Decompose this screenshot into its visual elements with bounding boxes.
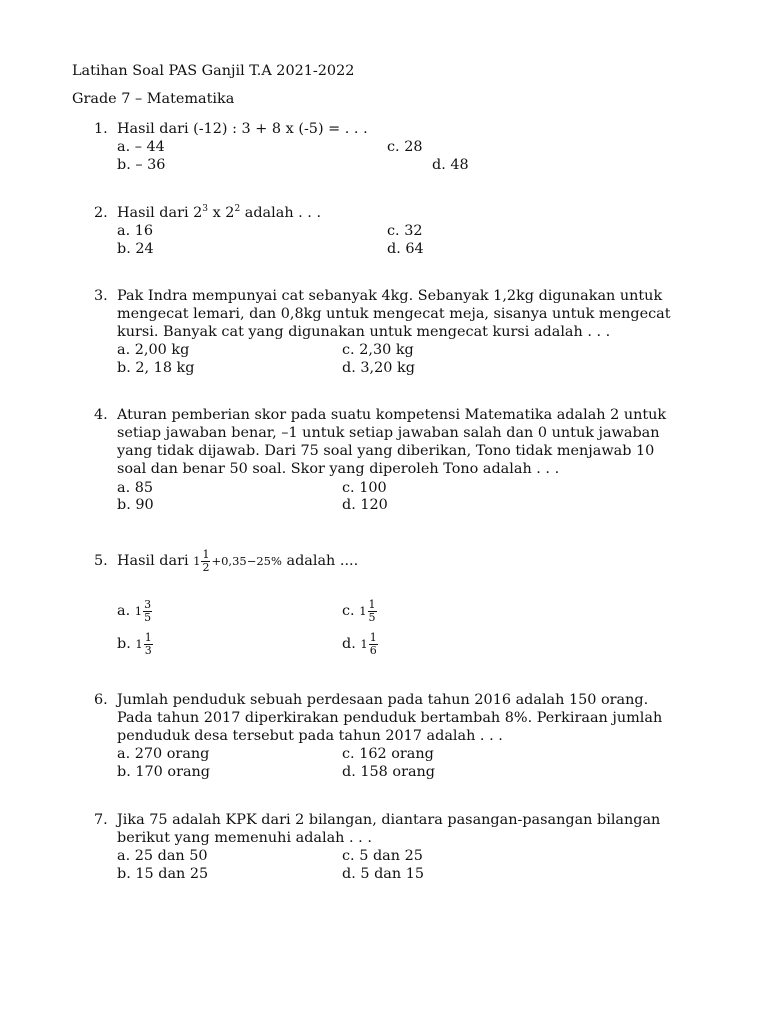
question-text bbox=[117, 542, 358, 580]
option-label: c. bbox=[342, 603, 355, 619]
question-number: 1. bbox=[94, 121, 108, 137]
question-text-line: soal dan benar 50 soal. Skor yang diperoleh Tono adalah . . . bbox=[117, 461, 560, 477]
option-a: a. 270 orang bbox=[117, 746, 210, 762]
option-d: d. 158 orang bbox=[342, 764, 436, 780]
denominator: 5 bbox=[368, 610, 376, 624]
option-a: a. 85 bbox=[117, 480, 154, 496]
option-d bbox=[342, 627, 379, 661]
option-c: c. 32 bbox=[387, 223, 423, 239]
document-subtitle: Grade 7 – Matematika bbox=[72, 91, 235, 107]
numerator: 1 bbox=[368, 597, 376, 611]
option-c bbox=[342, 594, 378, 628]
question-number: 5. bbox=[94, 553, 108, 569]
option-a: a. 16 bbox=[117, 223, 154, 239]
question-number: 2. bbox=[94, 205, 108, 221]
question-text-line: Jika 75 adalah KPK dari 2 bilangan, diantara pasangan-pasangan bilangan bbox=[117, 812, 661, 828]
whole-number: 1 bbox=[359, 604, 367, 618]
option-d: d. 48 bbox=[432, 157, 469, 173]
option-b: b. 170 orang bbox=[117, 764, 211, 780]
question-text-line: Jumlah penduduk sebuah perdesaan pada tahun 2016 adalah 150 orang. bbox=[117, 692, 649, 708]
fraction bbox=[201, 549, 210, 574]
question-text-line: yang tidak dijawab. Dari 75 soal yang diberikan, Tono tidak menjawab 10 bbox=[117, 443, 655, 459]
text-mid: x 2 bbox=[208, 205, 235, 221]
numerator: 1 bbox=[144, 630, 152, 644]
option-label: d. bbox=[342, 636, 356, 652]
question-number: 6. bbox=[94, 692, 108, 708]
numerator: 1 bbox=[369, 630, 377, 644]
option-label: a. bbox=[117, 603, 131, 619]
question-text-line: kursi. Banyak cat yang digunakan untuk mengecat kursi adalah . . . bbox=[117, 324, 611, 340]
option-c: c. 100 bbox=[342, 480, 387, 496]
text-suffix: adalah .... bbox=[281, 553, 359, 569]
whole-number: 1 bbox=[193, 554, 201, 568]
option-b: b. 90 bbox=[117, 497, 154, 513]
option-b: b. 24 bbox=[117, 241, 154, 257]
option-d: d. 64 bbox=[387, 241, 424, 257]
option-b: b. – 36 bbox=[117, 157, 166, 173]
option-d: d. 5 dan 15 bbox=[342, 866, 425, 882]
question-text-line: Pada tahun 2017 diperkirakan penduduk bertambah 8%. Perkiraan jumlah bbox=[117, 710, 663, 726]
math-expression: +0,35−25% bbox=[211, 554, 282, 568]
question-text-line: Aturan pemberian skor pada suatu kompetensi Matematika adalah 2 untuk bbox=[117, 407, 667, 423]
fraction bbox=[143, 599, 152, 624]
question-text-line: penduduk desa tersebut pada tahun 2017 adalah . . . bbox=[117, 728, 503, 744]
option-b bbox=[117, 627, 154, 661]
option-a bbox=[117, 594, 153, 628]
question-number: 3. bbox=[94, 288, 108, 304]
question-text bbox=[117, 204, 321, 222]
fraction bbox=[368, 599, 377, 624]
option-label: b. bbox=[117, 636, 131, 652]
exponent: 3 bbox=[202, 204, 209, 214]
whole-number: 1 bbox=[134, 604, 143, 618]
question-text-line: mengecat lemari, dan 0,8kg untuk mengecat meja, sisanya untuk mengecat bbox=[117, 306, 671, 322]
numerator: 3 bbox=[144, 597, 152, 611]
whole-number: 1 bbox=[360, 637, 368, 651]
fraction bbox=[144, 632, 153, 657]
denominator: 2 bbox=[202, 560, 210, 574]
denominator: 3 bbox=[144, 643, 152, 657]
fraction bbox=[369, 632, 378, 657]
option-a: a. 2,00 kg bbox=[117, 342, 190, 358]
question-text: Hasil dari (-12) : 3 + 8 x (-5) = . . . bbox=[117, 121, 368, 137]
question-number: 7. bbox=[94, 812, 108, 828]
text-prefix: Hasil dari bbox=[117, 553, 194, 569]
question-text-line: Pak Indra mempunyai cat sebanyak 4kg. Sebanyak 1,2kg digunakan untuk bbox=[117, 288, 663, 304]
option-c: c. 5 dan 25 bbox=[342, 848, 423, 864]
text-suffix: adalah . . . bbox=[240, 205, 322, 221]
denominator: 6 bbox=[369, 643, 377, 657]
question-text-line: berikut yang memenuhi adalah . . . bbox=[117, 830, 372, 846]
option-c: c. 2,30 kg bbox=[342, 342, 414, 358]
whole-number: 1 bbox=[135, 637, 143, 651]
document-title: Latihan Soal PAS Ganjil T.A 2021-2022 bbox=[72, 63, 355, 79]
option-a: a. 25 dan 50 bbox=[117, 848, 208, 864]
question-text-line: setiap jawaban benar, –1 untuk setiap jawaban salah dan 0 untuk jawaban bbox=[117, 425, 660, 441]
question-number: 4. bbox=[94, 407, 108, 423]
option-d: d. 120 bbox=[342, 497, 388, 513]
option-d: d. 3,20 kg bbox=[342, 360, 415, 376]
exponent: 2 bbox=[234, 204, 241, 214]
text-prefix: Hasil dari 2 bbox=[117, 205, 203, 221]
option-b: b. 2, 18 kg bbox=[117, 360, 195, 376]
option-b: b. 15 dan 25 bbox=[117, 866, 209, 882]
denominator: 5 bbox=[144, 610, 152, 624]
numerator: 1 bbox=[202, 547, 210, 561]
option-a: a. – 44 bbox=[117, 139, 165, 155]
option-c: c. 28 bbox=[387, 139, 423, 155]
option-c: c. 162 orang bbox=[342, 746, 434, 762]
